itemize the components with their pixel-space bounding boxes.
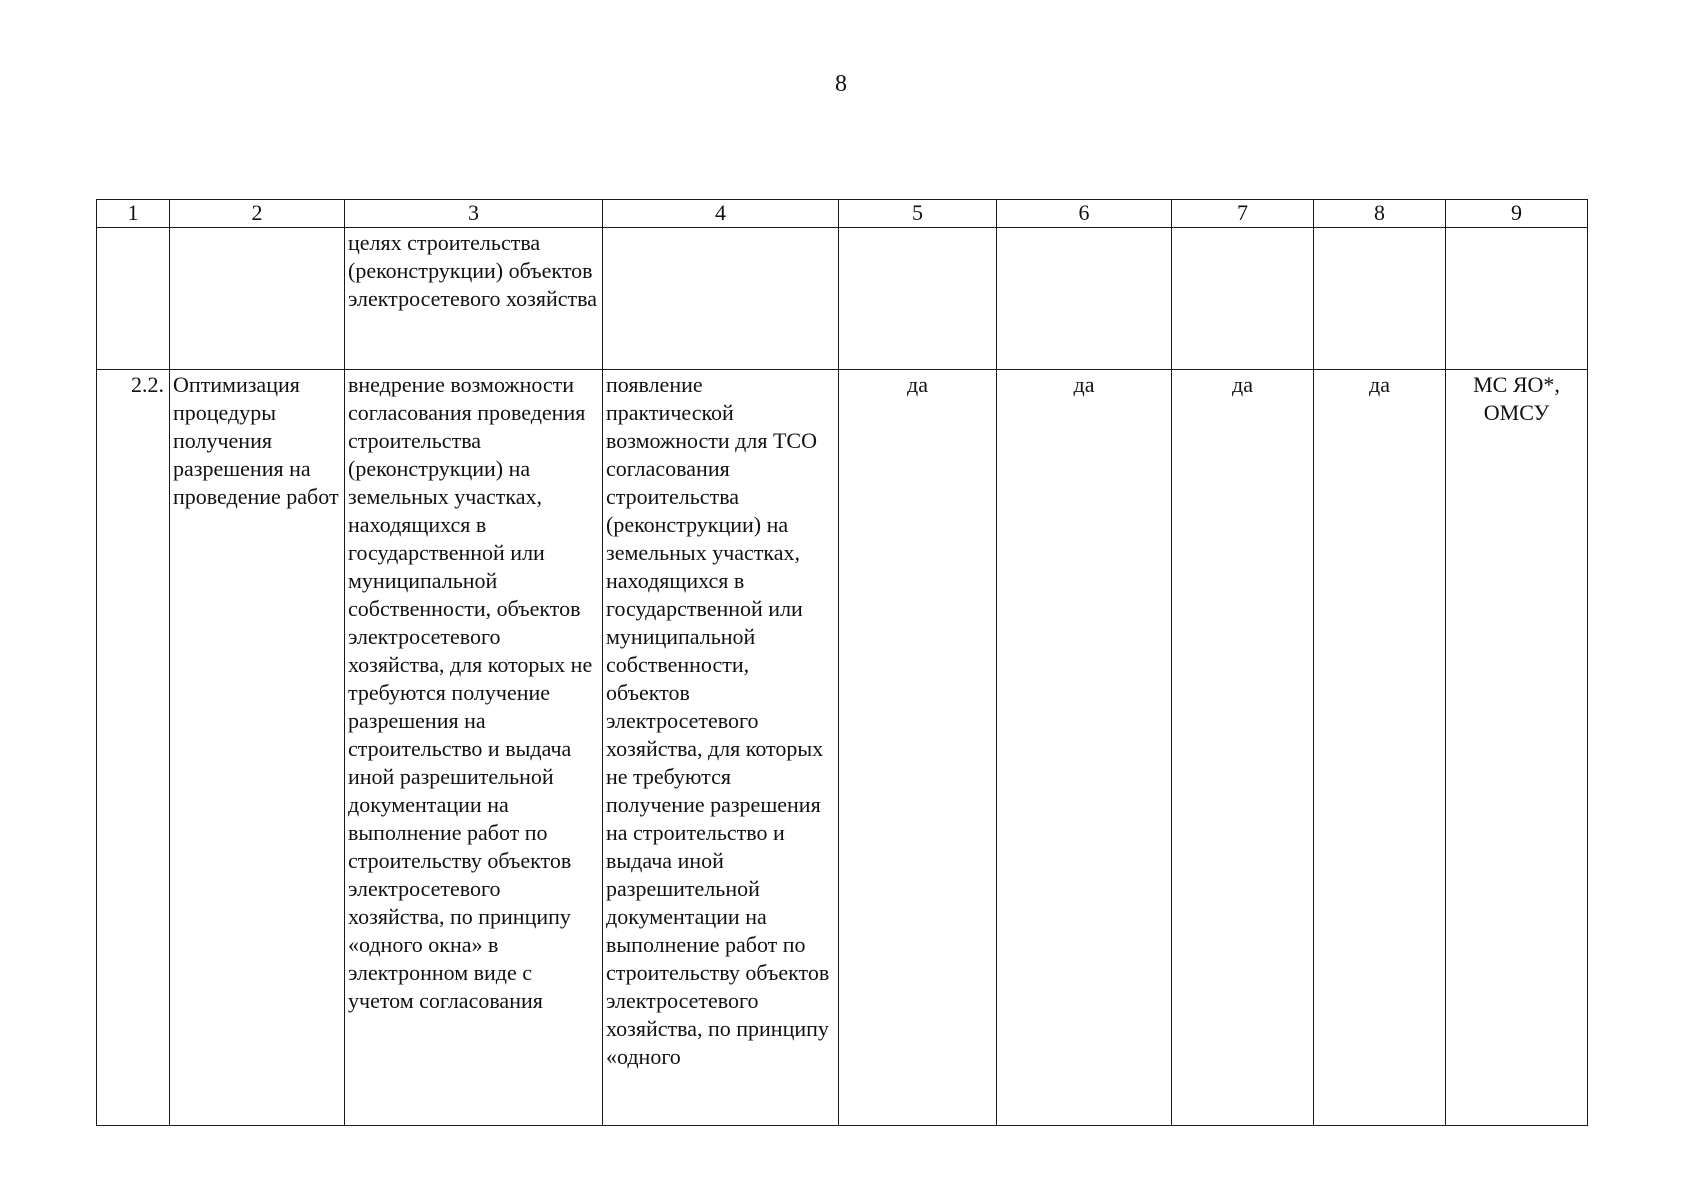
continuation-row — [97, 228, 1588, 370]
plan-table — [96, 199, 1588, 1126]
cell-col6 — [997, 228, 1172, 370]
cell-col5 — [839, 228, 997, 370]
page-number: 8 — [835, 71, 847, 97]
cell-responsible: МС ЯО*, ОМСУ — [1446, 370, 1588, 1126]
column-number: 2 — [170, 200, 345, 228]
cell-measure-name: Оптимизация процедуры получения разрешения на проведение работ — [170, 370, 345, 1126]
column-number: 4 — [603, 200, 839, 228]
column-number: 3 — [345, 200, 603, 228]
cell-number: 2.2. — [97, 370, 170, 1126]
cell-col5: да — [839, 370, 997, 1126]
cell-action: целях строительства (реконструкции) объектов электросетевого хозяйства — [345, 228, 603, 370]
column-number: 9 — [1446, 200, 1588, 228]
cell-measure-name — [170, 228, 345, 370]
column-number-row — [97, 200, 1588, 228]
column-number: 7 — [1172, 200, 1314, 228]
cell-action: внедрение возможности согласования проведения строительства (реконструкции) на земельных участках, находящихся в государственной или муниципальной собственности, объектов электросетевого хозяйства, для которых не требуются получение разрешения на строительство и выдача иной разрешительной документации на выполнение работ по строительству объектов электросетевого хозяйства, по принципу «одного окна» в электронном виде с учетом согласования — [345, 370, 603, 1126]
cell-result — [603, 228, 839, 370]
cell-col8: да — [1314, 370, 1446, 1126]
cell-col7: да — [1172, 370, 1314, 1126]
cell-col7 — [1172, 228, 1314, 370]
cell-number — [97, 228, 170, 370]
cell-responsible — [1446, 228, 1588, 370]
column-number: 6 — [997, 200, 1172, 228]
cell-result: появление практической возможности для ТСО согласования строительства (реконструкции) на земельных участках, находящихся в государственной или муниципальной собственности, объектов электросетевого хозяйства, для которых не требуются получение разрешения на строительство и выдача иной разрешительной документации на выполнение работ по строительству объектов электросетевого хозяйства, по принципу «одного — [603, 370, 839, 1126]
table-row-2-2 — [97, 370, 1588, 1126]
column-number: 5 — [839, 200, 997, 228]
column-number: 1 — [97, 200, 170, 228]
cell-col8 — [1314, 228, 1446, 370]
cell-col6: да — [997, 370, 1172, 1126]
column-number: 8 — [1314, 200, 1446, 228]
